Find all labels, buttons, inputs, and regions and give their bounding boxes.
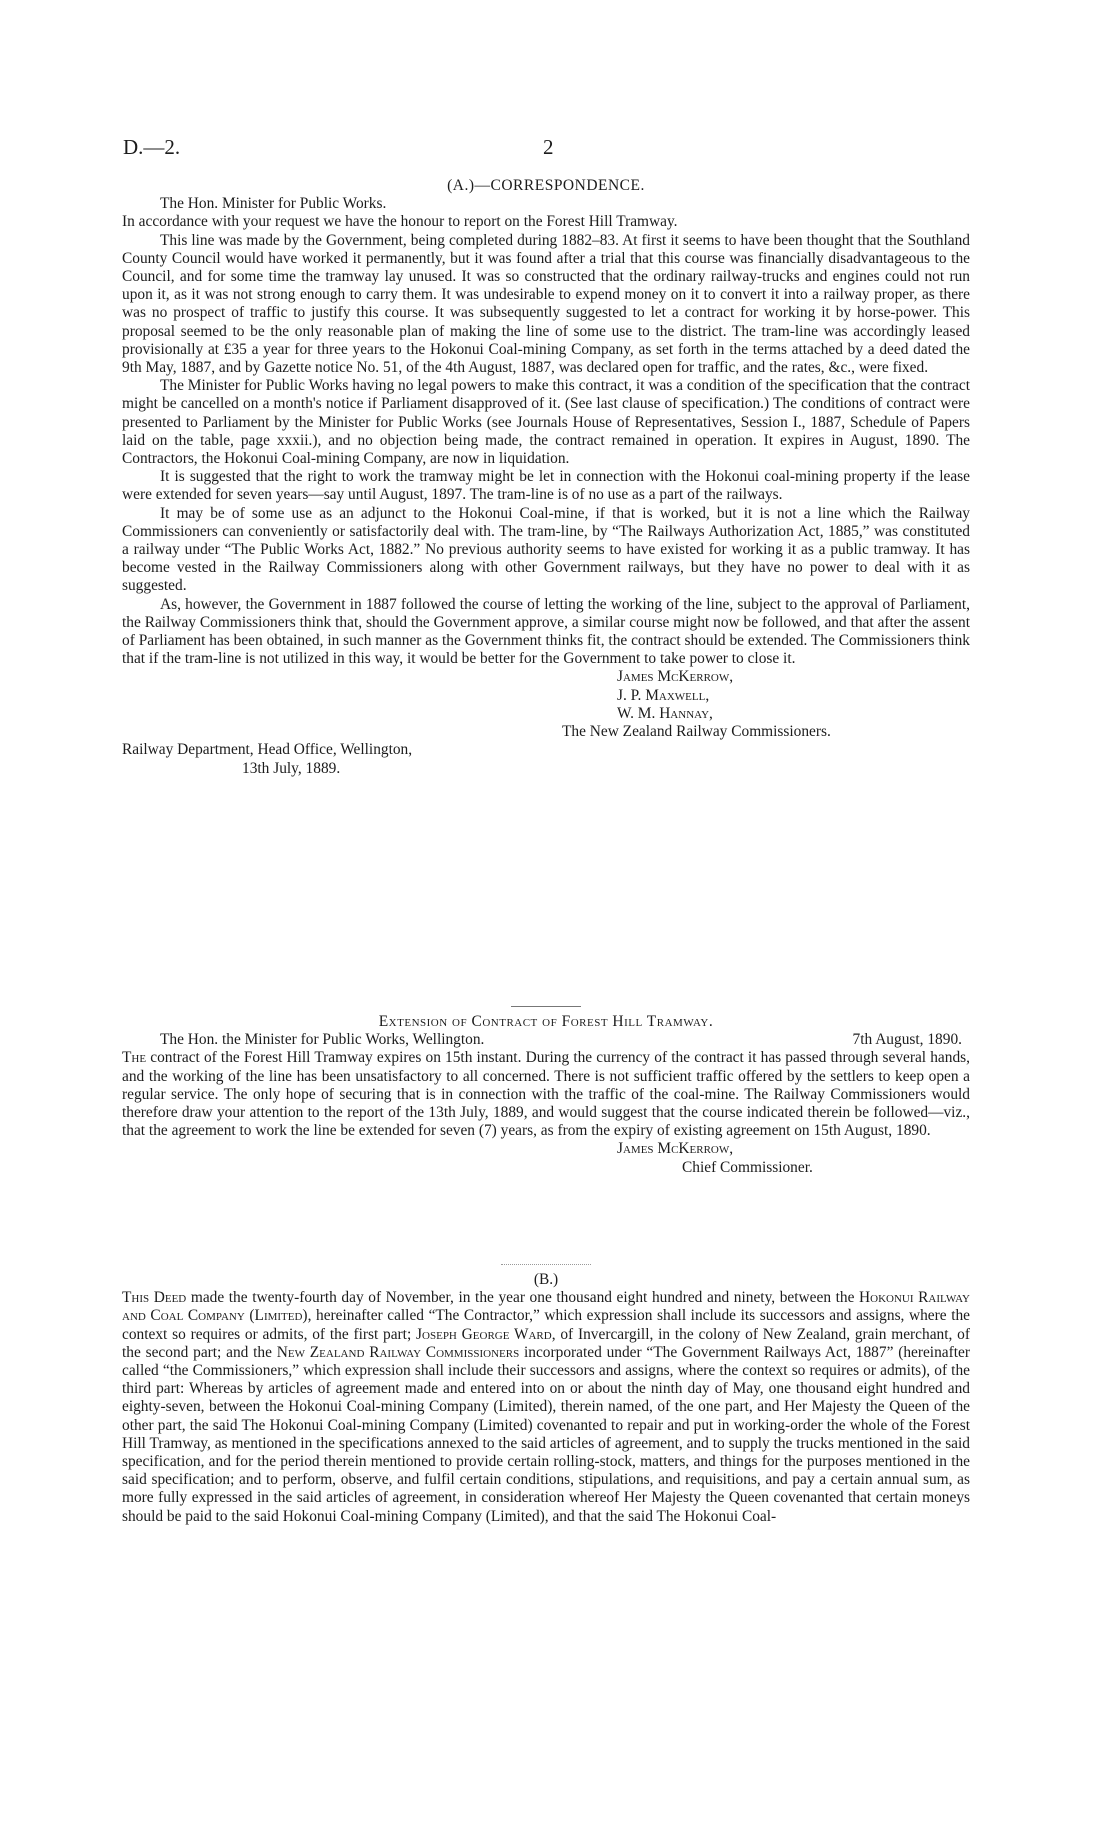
signatory-role: The New Zealand Railway Commissioners. [562, 723, 831, 741]
extension-header-row [122, 1031, 970, 1049]
deed-segment: incorporated under “The Government Railways Act, 1887” (hereinafter called “the Commissioners,” which expression shall include their successors and assigns, where the context so requires or admits), of the third part: Whereas by articles of agreement made and entered into on or about the ninth day of May, one thousand eight hundred and eighty-seven, between the Hokonui Coal-mining Company (Limited), therein named, of the one part, and Her Majesty the Queen of the other part, the said The Hokonui Coal-mining Company (Limited) covenanted to repair and put in working-order the whole of the Forest Hill Tramway, as mentioned in the specifications annexed to the said articles of agreement, and to supply the trucks mentioned in the said specification, and for the period therein mentioned to provide certain rolling-stock, matters, and things for the purposes mentioned in the said specification; and to perform, observe, and fulfil certain conditions, stipulations, and requisitions, and pay a certain annual sum, as more fully expressed in the said articles of agreement, in consideration whereof Her Majesty the Queen covenanted that certain moneys should be paid to the said Hokonui Coal-mining Company (Limited), and that the said The Hokonui Coal- [122, 1343, 970, 1525]
addressee: The Hon. Minister for Public Works. [160, 195, 387, 213]
extension-signatory: James McKerrow, [617, 1140, 734, 1158]
extension-body-text: contract of the Forest Hill Tramway expires on 15th instant. During the currency of the contract it has passed through several hands, and the working of the line has been unsatisfactory to all concerned. There is not sufficient traffic offered by the settlers to keep open a regular service. The only hope of securing that is in connection with the traffic of the coal-mine. The Railway Commissioners would therefore draw your attention to the report of the 13th July, 1889, and would suggest that the course indicated therein be followed—viz., that the agreement to work the line be extended for seven (7) years, as from the expiry of existing agreement on 15th August, 1890. [122, 1049, 970, 1140]
paragraph: It is suggested that the right to work the tramway might be let in connection with the Hokonui coal-mining property if the lease were extended for seven years—say until August, 1897. The tram-line is of no use as a part of the railways. [122, 468, 970, 504]
section-a [122, 177, 970, 778]
extension-date: 7th August, 1890. [852, 1031, 962, 1049]
page-number: 2 [543, 135, 554, 159]
party-name: New Zealand Railway Commissioners [276, 1343, 520, 1361]
document-id: D.—2. [123, 135, 181, 159]
opening-word: The [122, 1049, 147, 1067]
deed-segment: made the twenty-fourth day of November, in the year one thousand eight hundred and ninety, between the [190, 1289, 855, 1307]
page-header [123, 135, 1003, 161]
deed-segment: , of Invercargill, in the colony of New Zealand, grain merchant, of the second part; and the [122, 1325, 970, 1361]
extension-title: Extension of Contract of Forest Hill Tramway. [378, 1013, 714, 1030]
divider [501, 1264, 591, 1265]
party-name: Joseph George Ward [416, 1325, 552, 1343]
date-line: 13th July, 1889. [242, 759, 341, 777]
paragraph: As, however, the Government in 1887 followed the course of letting the working of the line, subject to the approval of Parliament, the Railway Commissioners think that, should the Government approve, a similar course might now be followed, and that after the assent of Parliament has been obtained, in such manner as the Government thinks fit, the contract should be extended. The Commissioners think that if the tram-line is not utilized in this way, it would be better for the Government to take power to close it. [122, 595, 970, 668]
extension-signatory-role: Chief Commissioner. [682, 1158, 813, 1176]
extension-addressee: The Hon. the Minister for Public Works, Wellington. [160, 1031, 485, 1049]
deed-segment: , hereinafter called “The Contractor,” which expression shall include its successors and assigns, where the context so requires or admits, of the first part; [122, 1307, 970, 1343]
deed-text [122, 1289, 970, 1526]
party-name: Hokonui Railway and Coal Company (Limited) [122, 1289, 970, 1325]
paragraph: It may be of some use as an adjunct to the Hokonui Coal-mine, if that is worked, but it is not a line which the Railway Commissioners can conveniently or satisfactorily deal with. The tram-line, by “The Railways Authorization Act, 1885,” was constituted a railway under “The Public Works Act, 1882.” No previous authority seems to have existed for working it as a public tramway. It has become vested in the Railway Commissioners along with other Government railways, but they have no power to deal with it as suggested. [122, 504, 970, 595]
extension-body [122, 1049, 970, 1140]
divider [511, 1006, 581, 1007]
place-line: Railway Department, Head Office, Wellington, [122, 741, 413, 759]
paragraph: In accordance with your request we have the honour to report on the Forest Hill Tramway. [122, 213, 678, 231]
signatory: J. P. Maxwell, [617, 686, 710, 704]
deed-opening: This Deed [122, 1289, 187, 1307]
section-a-title: (A.)—CORRESPONDENCE. [447, 177, 645, 194]
signatory: W. M. Hannay, [617, 704, 713, 722]
extension-section [122, 1000, 970, 1177]
paragraph: This line was made by the Government, being completed during 1882–83. At first it seems to have been thought that the Southland County Council would have worked it permanently, but it was found after a trial that this course was financially disadvantageous to the Council, and for some time the tramway lay unused. It was so constructed that the ordinary railway-trucks and engines could not run upon it, as it was not strong enough to carry them. It was undesirable to expend money on it to convert it into a railway proper, as there was no prospect of traffic to justify this course. It was subsequently suggested to let a contract for working it by horse-power. This proposal seemed to be the only reasonable plan of making the line of some use to the district. The tram-line was accordingly leased provisionally at £35 a year for three years to the Hokonui Coal-mining Company, as set forth in the terms attached by a deed dated the 9th May, 1887, and by Gazette notice No. 51, of the 4th August, 1887, was declared open for traffic, and the rates, &c., were fixed. [122, 231, 970, 377]
section-b-title: (B.) [533, 1271, 559, 1288]
paragraph: The Minister for Public Works having no legal powers to make this contract, it was a condition of the specification that the contract might be cancelled on a month's notice if Parliament disapproved of it. (See last clause of specification.) The conditions of contract were presented to Parliament by the Minister for Public Works (see Journals House of Representatives, Session I., 1887, Schedule of Papers laid on the table, page xxxii.), and no objection being made, the contract remained in operation. It expires in August, 1890. The Contractors, the Hokonui Coal-mining Company, are now in liquidation. [122, 377, 970, 468]
signatory: James McKerrow, [617, 668, 734, 686]
section-b [122, 1258, 970, 1526]
